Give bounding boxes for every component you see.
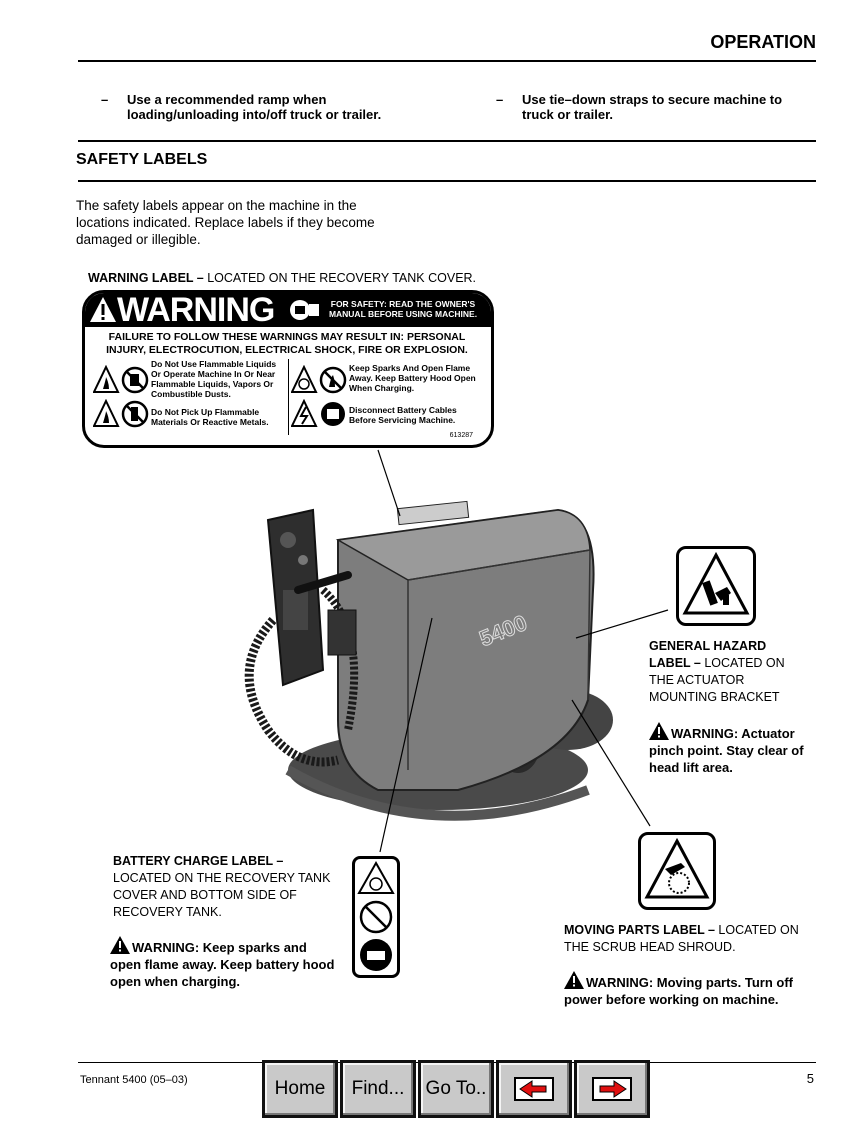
caption-text: LOCATED ON THE RECOVERY TANK COVER AND BOTTOM SIDE OF RECOVERY TANK. xyxy=(113,871,331,919)
battery-charge-caption xyxy=(113,853,343,921)
caption-bold: WARNING LABEL – xyxy=(88,271,204,285)
warning-text: WARNING: Moving parts. Turn off power before working on machine. xyxy=(564,975,794,1007)
decal-item-disconnect: Disconnect Battery Cables Before Servicing Machine. xyxy=(349,405,457,425)
battery-charge-label-icon xyxy=(352,856,400,978)
left-arrow-icon xyxy=(514,1077,554,1101)
caption-bold: BATTERY CHARGE LABEL – xyxy=(113,854,284,868)
bullet-text: Use tie–down straps to secure machine to truck or trailer. xyxy=(522,92,783,122)
bullet-text: Use a recommended ramp when loading/unloading into/off truck or trailer. xyxy=(127,92,382,122)
decal-item-reactive-metals: Do Not Pick Up Flammable Materials Or Reactive Metals. xyxy=(151,407,269,427)
decal-item-flammable-liquids: Do Not Use Flammable Liquids Or Operate Machine In Or Near Flammable Liquids, Vapors Or Combustible Dusts. xyxy=(151,359,277,399)
caption-bold: GENERAL HAZARD LABEL – xyxy=(649,639,767,670)
find-button[interactable]: Find... xyxy=(340,1060,416,1118)
section-paragraph: The safety labels appear on the machine in the locations indicated. Replace labels if they become damaged or illegible. xyxy=(76,198,375,247)
section-title: SAFETY LABELS xyxy=(76,151,208,168)
battery-charge-warning xyxy=(110,936,335,990)
home-button[interactable]: Home xyxy=(262,1060,338,1118)
general-hazard-caption xyxy=(649,638,809,706)
rotating-brush-icon xyxy=(641,835,713,907)
moving-parts-label-icon xyxy=(638,832,716,910)
decal-part-number: 613287 xyxy=(449,432,473,439)
warning-triangle-icon xyxy=(110,936,130,954)
warning-triangle-icon xyxy=(649,722,669,740)
next-page-button[interactable] xyxy=(574,1060,650,1118)
footer-document-id: Tennant 5400 (05–03) xyxy=(80,1074,188,1086)
battery-charge-symbols-icon xyxy=(355,859,397,975)
general-hazard-warning xyxy=(649,722,819,776)
moving-parts-warning xyxy=(564,971,804,1008)
machine-model-text: 5400 xyxy=(475,609,531,652)
moving-parts-caption xyxy=(564,922,814,956)
previous-page-button[interactable] xyxy=(496,1060,572,1118)
caption-text: LOCATED ON THE ACTUATOR MOUNTING BRACKET xyxy=(649,656,785,704)
bullet-dash: – xyxy=(101,92,109,107)
warning-text: WARNING: Keep sparks and open flame away. Keep battery hood open when charging. xyxy=(110,940,335,989)
general-hazard-label-icon xyxy=(676,546,756,626)
caption-text: LOCATED ON THE RECOVERY TANK COVER. xyxy=(203,271,477,285)
footer-page-number: 5 xyxy=(806,1071,814,1086)
bullet-dash: – xyxy=(496,92,504,107)
caption-text: LOCATED ON THE SCRUB HEAD SHROUD. xyxy=(564,923,799,954)
caption-bold: MOVING PARTS LABEL – xyxy=(564,923,715,937)
page-header-title: OPERATION xyxy=(710,32,816,52)
pinch-point-icon xyxy=(679,549,753,623)
right-arrow-icon xyxy=(592,1077,632,1101)
decal-read-manual-text: FOR SAFETY: READ THE OWNER'S MANUAL BEFORE USING MACHINE. xyxy=(328,299,478,319)
decal-warning-word: WARNING xyxy=(117,291,275,329)
decal-failure-text: FAILURE TO FOLLOW THESE WARNINGS MAY RESULT IN: PERSONAL INJURY, ELECTROCUTION, ELECTRICAL SHOCK, FIRE OR EXPLOSION. xyxy=(106,331,468,356)
warning-triangle-icon xyxy=(564,971,584,989)
warning-text: WARNING: Actuator pinch point. Stay clear of head lift area. xyxy=(649,726,804,775)
goto-button[interactable]: Go To.. xyxy=(418,1060,494,1118)
decal-item-sparks: Keep Sparks And Open Flame Away. Keep Battery Hood Open When Charging. xyxy=(349,363,476,393)
